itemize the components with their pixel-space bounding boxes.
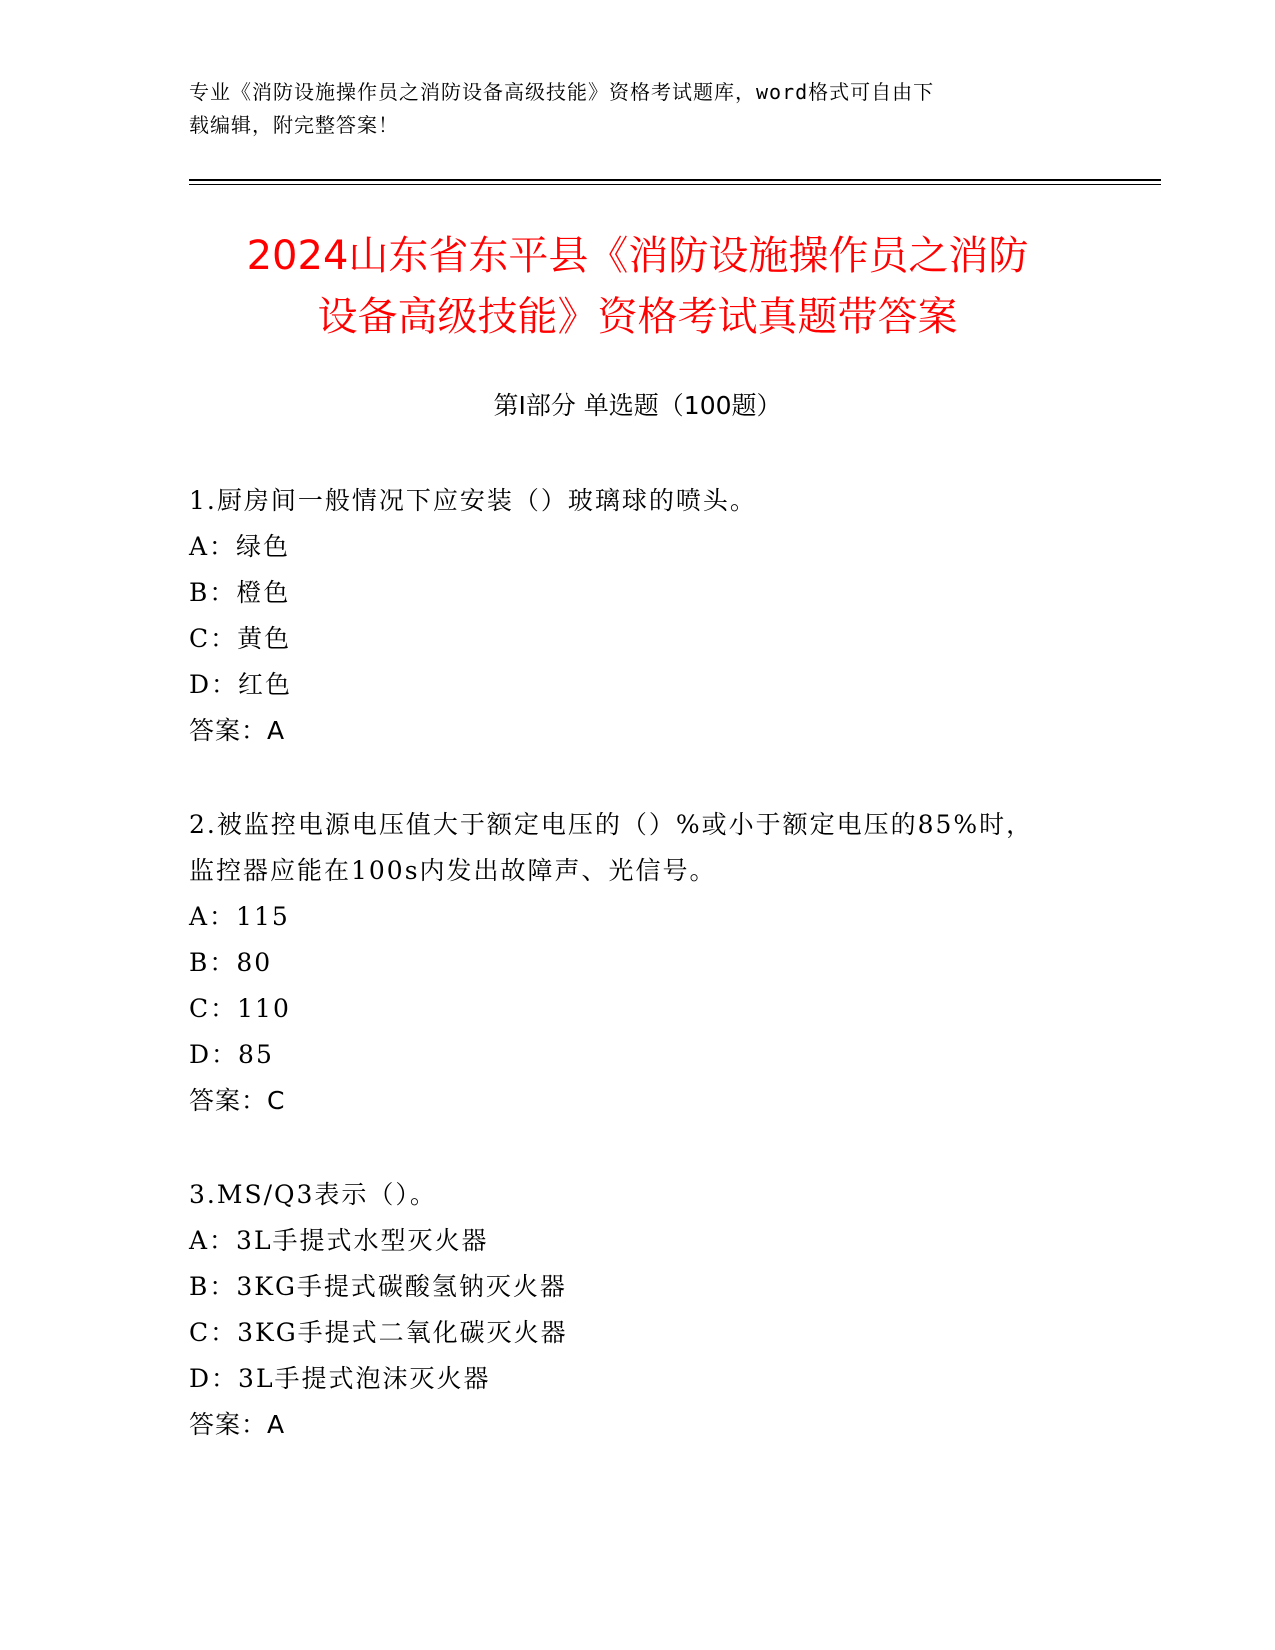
answer-line: 答案：A [189, 716, 286, 745]
option-d: D：3L手提式泡沫灭火器 [189, 1364, 491, 1393]
title-line: 2024山东省东平县《消防设施操作员之消防 [246, 233, 1029, 279]
title-line: 设备高级技能》资格考试真题带答案 [317, 294, 958, 340]
question-stem [189, 802, 1089, 894]
option-d: D：红色 [189, 670, 293, 699]
answer-line: 答案：C [189, 1086, 286, 1115]
option-d: D：85 [189, 1040, 274, 1069]
question-stem-line: 监控器应能在100s内发出故障声、光信号。 [189, 856, 717, 885]
question-stem-line: 2.被监控电源电压值大于额定电压的（）%或小于额定电压的85%时， [189, 810, 1034, 839]
option-a: A：115 [189, 902, 290, 931]
question-item [189, 1172, 1089, 1448]
header-note [189, 76, 1069, 142]
option-a: A：绿色 [189, 532, 291, 561]
header-note-line: 载编辑，附完整答案！ [189, 113, 399, 137]
question-item [189, 802, 1089, 1124]
header-divider-thin [189, 184, 1161, 185]
question-stem [189, 1172, 1089, 1218]
question-item [189, 478, 1089, 754]
answer-line: 答案：A [189, 1410, 286, 1439]
header-divider [189, 179, 1161, 181]
option-a: A：3L手提式水型灭火器 [189, 1226, 489, 1255]
option-b: B：80 [189, 948, 273, 977]
document-title [150, 226, 1125, 348]
question-stem-line: 1.厨房间一般情况下应安装（）玻璃球的喷头。 [189, 486, 757, 515]
question-stem [189, 478, 1089, 524]
option-b: B：橙色 [189, 578, 291, 607]
option-c: C：黄色 [189, 624, 292, 653]
header-note-line: 专业《消防设施操作员之消防设备高级技能》资格考试题库，word格式可自由下 [189, 80, 935, 104]
option-c: C：3KG手提式二氧化碳灭火器 [189, 1318, 568, 1347]
question-stem-line: 3.MS/Q3表示（）。 [189, 1180, 437, 1209]
question-list [189, 478, 1089, 1496]
option-c: C：110 [189, 994, 291, 1023]
section-heading: 第Ⅰ部分 单选题（100题） [493, 391, 782, 420]
option-b: B：3KG手提式碳酸氢钠灭火器 [189, 1272, 567, 1301]
